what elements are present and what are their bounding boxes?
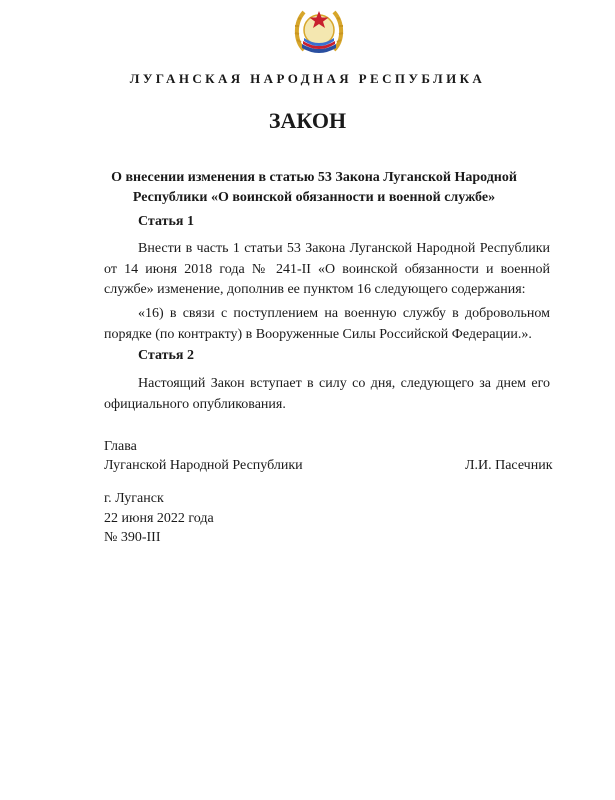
article-1-heading: Статья 1: [138, 214, 194, 229]
article-2-paragraph-1: Настоящий Закон вступает в силу со дня, следующего за днем его официального опубликования.: [104, 376, 550, 412]
law-subject-line: Республики «О воинской обязанности и военной службе»: [132, 190, 496, 205]
signer-position-title: Глава: [104, 439, 137, 454]
article-2-heading: Статья 2: [138, 348, 194, 363]
signer-position-organization: Луганской Народной Республики: [104, 458, 303, 473]
law-subject-line: О внесении изменения в статью 53 Закона Луганской Народной: [111, 170, 517, 185]
document-place: г. Луганск: [104, 491, 164, 506]
signer-name: Л.И. Пасечник: [465, 458, 553, 473]
republic-name: ЛУГАНСКАЯ НАРОДНАЯ РЕСПУБЛИКА: [129, 71, 486, 86]
law-subject: [100, 168, 528, 208]
document-title: ЗАКОН: [268, 108, 347, 133]
document-number: № 390-III: [104, 530, 161, 545]
document-date: 22 июня 2022 года: [104, 511, 214, 526]
article-1-paragraph-1: Внести в часть 1 статьи 53 Закона Луганской Народной Республики от 14 июня 2018 года № 241-II «О воинской обязанности и военной службе» изменение, дополнив ее пунктом 16 следующего содержания:: [104, 241, 550, 297]
lpr-coat-of-arms-icon: [292, 4, 346, 58]
article-1-paragraph-2: «16) в связи с поступлением на военную службу в добровольном порядке (по контракту) в Вооруженные Силы Российской Федерации.».: [104, 306, 550, 342]
